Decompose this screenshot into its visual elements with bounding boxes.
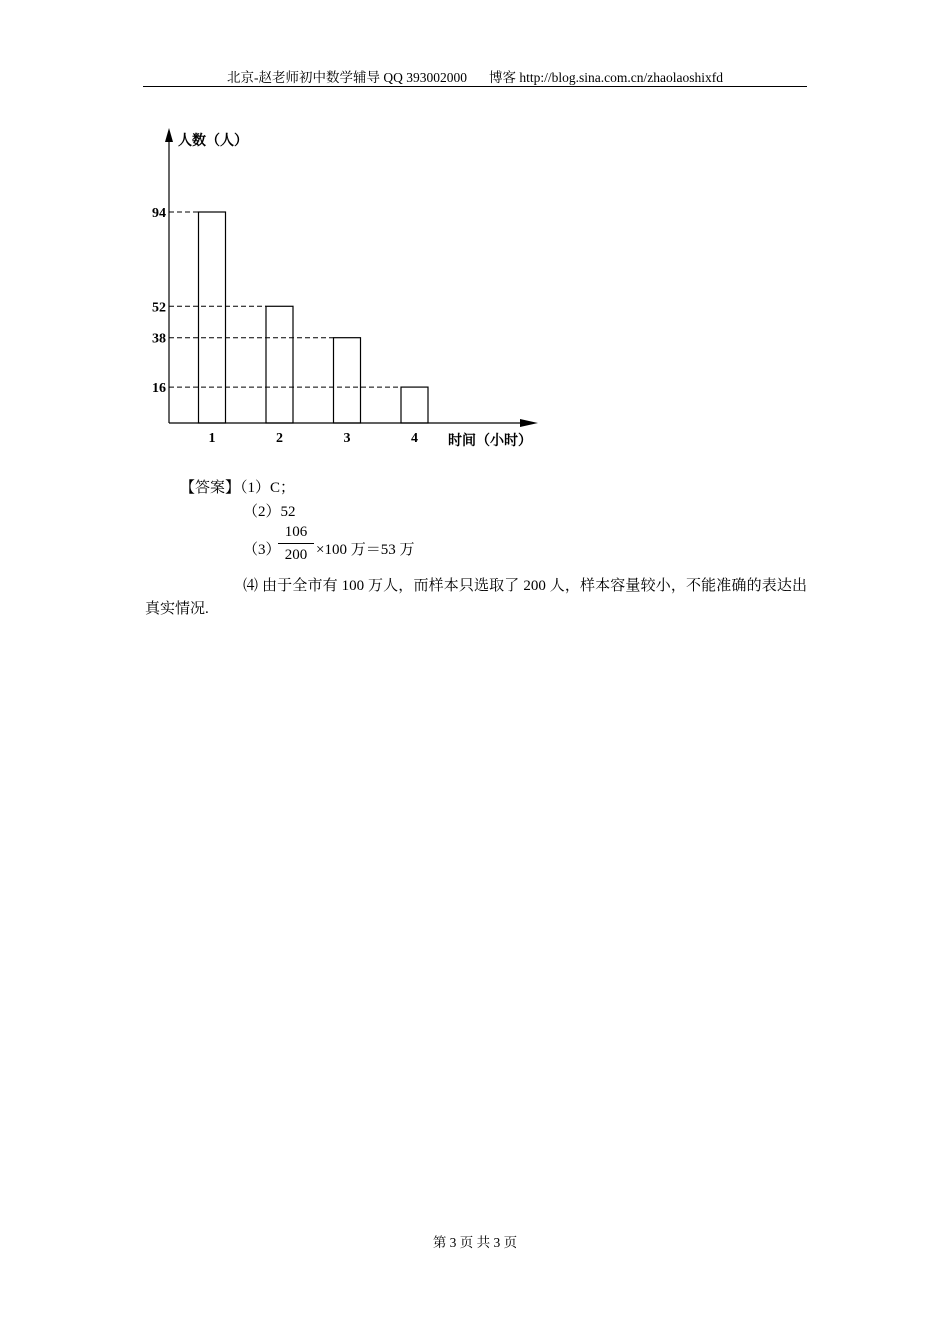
header-right-text: 博客 http://blog.sina.com.cn/zhaolaoshixfd: [489, 70, 723, 85]
page-header: [143, 66, 807, 87]
answer-4-paragraph: ⑷ 由于全市有 100 万人，而样本只选取了 200 人，样本容量较小，不能准确的表达出真实情况.: [145, 578, 807, 617]
page-footer: 第 3 页 共 3 页: [432, 1235, 518, 1250]
bar: [334, 338, 361, 423]
fraction: [278, 523, 314, 564]
x-tick-label: 2: [276, 431, 283, 446]
y-tick-label: 94: [152, 206, 166, 221]
x-axis-arrow: [520, 419, 538, 427]
x-tick-label: 4: [411, 431, 418, 446]
answer-3-suffix: ×100 万＝53 万: [316, 542, 415, 558]
y-axis-label: 人数（人）: [178, 134, 248, 149]
header-left-text: 北京-赵老师初中数学辅导 QQ 393002000: [227, 70, 468, 85]
y-tick-label: 52: [152, 300, 166, 316]
x-tick-label: 3: [343, 431, 351, 446]
answer-line-1: [180, 476, 295, 497]
fraction-denominator: 200: [284, 547, 308, 563]
y-tick-label: 16: [152, 381, 166, 397]
answer-1: （1）C；: [240, 480, 296, 496]
bar: [266, 306, 293, 423]
fraction-numerator: 106: [284, 524, 308, 540]
answer-2: （2）52: [243, 504, 296, 520]
y-axis-arrow: [165, 128, 173, 142]
bar: [199, 212, 226, 423]
histogram-chart: [140, 120, 560, 460]
answer-label: 【答案】: [180, 480, 241, 496]
fraction-bar: [278, 543, 314, 544]
y-tick-label: 38: [152, 331, 166, 347]
answer-3-prefix: （3）: [243, 542, 281, 558]
x-axis-label: 时间（小时）: [448, 434, 532, 449]
bar: [401, 387, 428, 423]
x-tick-label: 1: [208, 431, 216, 446]
